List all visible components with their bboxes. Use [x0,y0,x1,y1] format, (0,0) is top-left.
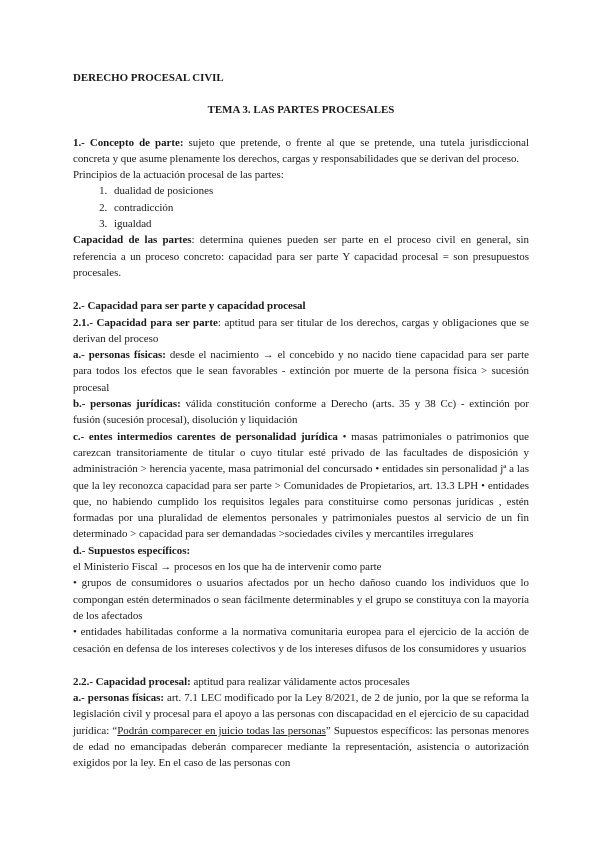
section-2-title: 2.- Capacidad para ser parte y capacidad procesal [73,300,306,313]
capacidad-heading: Capacidad de las partes [73,234,192,247]
section-21-paragraph [73,315,529,348]
capacidad-procesal-fisicas-paragraph [73,690,529,771]
underlined-quote: Podrán comparecer en juicio todas las personas [117,724,326,737]
concept-text: sujeto que pretende, o frente al que se pretende, una tutela jurisdiccional concreta y que asume plenamente los derechos, cargas y responsabilidades que se derivan del proceso. [73,136,529,165]
supuestos-line: el Ministerio Fiscal → procesos en los que ha de intervenir como parte [73,561,382,574]
supuestos-heading: d.- Supuestos específicos: [73,544,191,557]
section-22-text: aptitud para realizar válidamente actos procesales [190,675,410,688]
section-22-paragraph [73,674,529,690]
capacidad-text: : determina quienes pueden ser parte en el proceso civil en general, sin referencia a un proceso concreto: capacidad para ser parte Y capacidad procesal = son presupuestos procesales. [73,234,529,279]
course-title: DERECHO PROCESAL CIVIL [73,72,224,84]
section-21-text: : aptitud para ser titular de los derechos, cargas y obligaciones que se derivan del proceso [73,316,529,345]
capacidad-procesal-fisicas-text: art. 7.1 LEC modificado por la Ley 8/2021, de 2 de junio, por la que se reforma la legislación civil y procesal para el apoyo a las personas con discapacidad en el ejercicio de su capacidad jurídica: “ [73,692,529,737]
list-item: 1. dualidad de posiciones [110,183,529,199]
section-22-heading: 2.2.- Capacidad procesal: [73,675,191,688]
capacidad-procesal-fisicas-heading: a.- personas físicas: [73,692,165,705]
entes-intermedios-paragraph [73,429,529,543]
capacidad-procesal-fisicas-text-cont: ” Supuestos específicos: las personas menores de edad no emancipadas deberán comparecer mediante la representación, asistencia o autorización exigidos por la ley. En el caso de las personas con [73,724,529,770]
list-item: 3. igualdad [110,216,529,232]
entes-intermedios-heading: c.- entes intermedios carentes de personalidad jurídica [73,430,338,443]
personas-fisicas-paragraph [73,347,529,396]
principles-intro: Principios de la actuación procesal de las partes: [73,169,284,182]
personas-juridicas-heading: b.- personas jurídicas: [73,398,181,411]
supuestos-line: • entidades habilitadas conforme a la normativa comunitaria europea para el ejercicio de la acción de cesación en defensa de los intereses colectivos y de los intereses difusos de los consumidores y usuarios [73,626,529,655]
capacidad-paragraph [73,232,529,281]
personas-fisicas-text: desde el nacimiento → el concebido y no nacido tiene capacidad para ser parte para todos los efectos que le sean favorables - extinción por muerte de la persona física > sucesión procesal [73,349,529,394]
list-item: 2. contradicción [110,200,529,216]
section-21-heading: 2.1.- Capacidad para ser parte [73,316,218,329]
document-page [73,70,529,772]
personas-fisicas-heading: a.- personas físicas: [73,349,166,362]
personas-juridicas-paragraph [73,396,529,429]
supuestos-line: • grupos de consumidores o usuarios afectados por un hecho dañoso cuando los individuos que lo compongan estén determinados o sean fácilmente determinables y el grupo se constituya con la mayoría de los afectados [73,577,529,622]
principles-list [73,183,529,232]
topic-title: TEMA 3. LAS PARTES PROCESALES [207,104,395,117]
personas-juridicas-text: válida constitución conforme a Derecho (arts. 35 y 38 Cc) - extinción por fusión (sucesión procesal), disolución y liquidación [73,398,529,427]
entes-intermedios-text: • masas patrimoniales o patrimonios que carezcan transitoriamente de titular o cuyo titular esté privado de las facultades de disposición y administración > herencia yacente, masa patrimonial del concursado • entidades sin personalidad jª a las que la ley reconozca capacidad para ser parte > Comunidades de Propietarios, art. 13.3 LPH • entidades que, no habiendo cumplido los requisitos legales para constituirse como personas jurídicas , estén formadas por una pluralidad de elementos personales y patrimoniales puestos al servicio de un fin determinado > capacidad para ser demandadas >sociedades civiles y mercantiles irregulares [73,430,529,541]
concept-paragraph [73,135,529,168]
concept-heading: 1.- Concepto de parte: [73,136,184,149]
